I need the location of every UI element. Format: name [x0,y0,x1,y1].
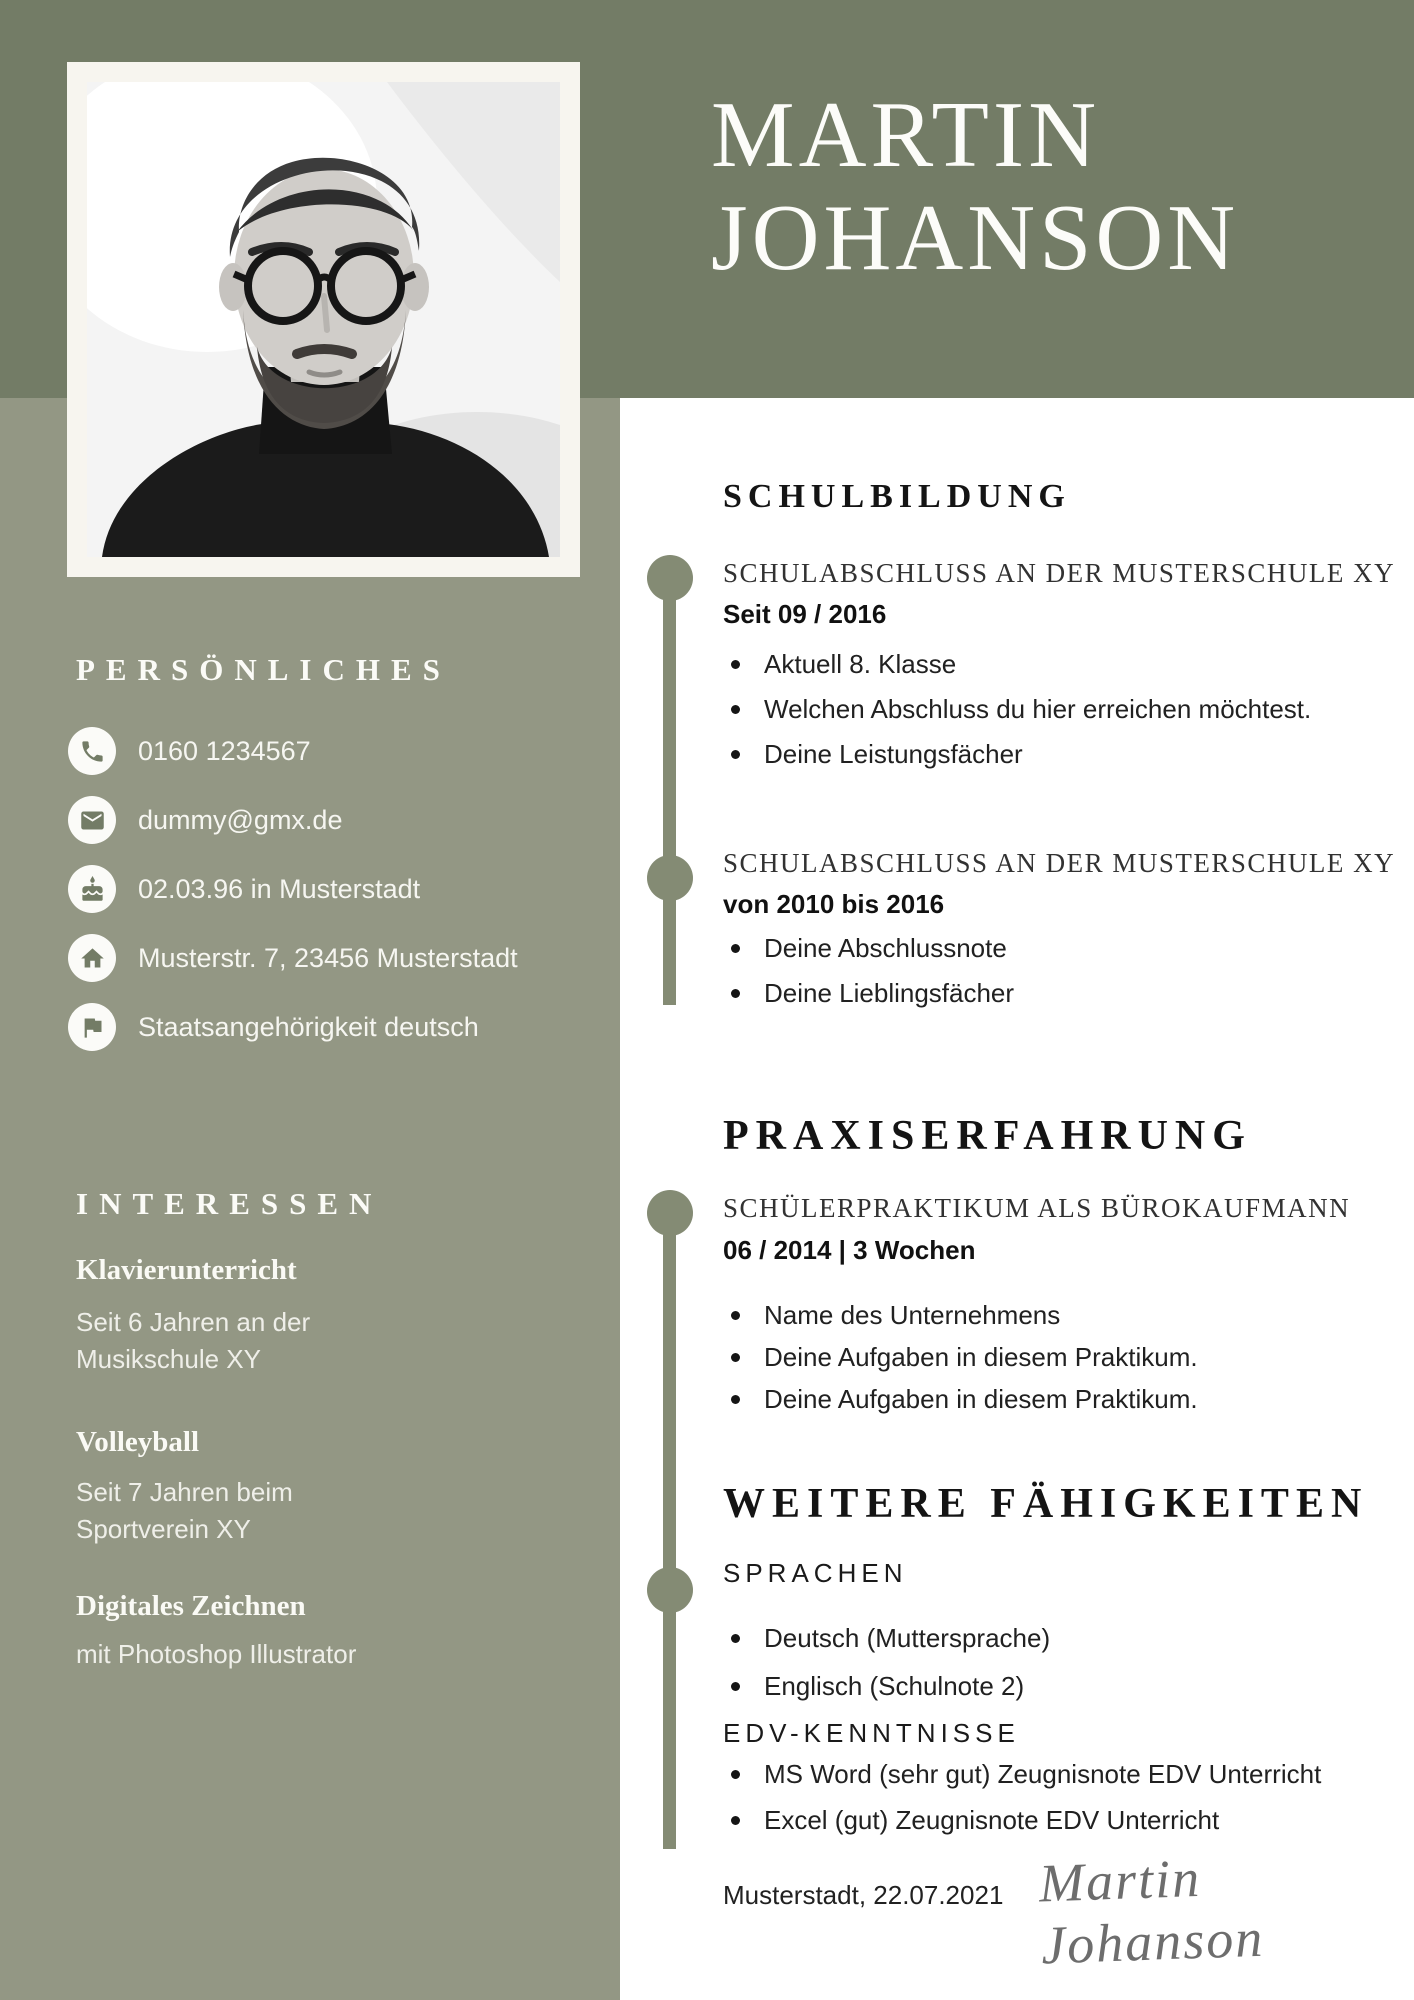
education-entry-title: SCHULABSCHLUSS AN DER MUSTERSCHULE XY [723,848,1396,878]
bullet-item: MS Word (sehr gut) Zeugnisnote EDV Unterricht [723,1758,1321,1790]
interest-description: Seit 7 Jahren beim Sportverein XY [76,1477,293,1544]
flag-icon [68,1003,116,1051]
contact-item-nationality [68,1003,479,1051]
bullet-item: Name des Unternehmens [723,1299,1060,1331]
bullet-dot [731,1395,740,1404]
contact-item-address [68,934,518,982]
interest-description: mit Photoshop Illustrator [76,1639,357,1669]
interest-title: Klavierunterricht [76,1254,297,1286]
experience-entry-date: 06 / 2014 | 3 Wochen [723,1235,976,1265]
education-entry-title: SCHULABSCHLUSS AN DER MUSTERSCHULE XY [723,558,1396,588]
bullet-item: Deine Aufgaben in diesem Praktikum. [723,1383,1198,1415]
signature: Martin Johanson [1037,1847,1266,1976]
timeline-line-experience [663,1213,676,1849]
bullet-dot [731,944,740,953]
phone-icon [68,727,116,775]
bullet-dot [731,1634,740,1643]
bullet-item: Deine Lieblingsfächer [723,977,1014,1009]
bullet-item: Deine Aufgaben in diesem Praktikum. [723,1341,1198,1373]
bullet-item: Deutsch (Muttersprache) [723,1622,1050,1654]
bullet-item: Welchen Abschluss du hier erreichen möchtest. [723,693,1311,725]
bullet-dot [731,1311,740,1320]
bullet-dot [731,1816,740,1825]
last-name: JOHANSON [711,186,1240,290]
contact-item-birthday [68,865,420,913]
phone-number: 0160 1234567 [138,735,311,766]
place-and-date: Musterstadt, 22.07.2021 [723,1880,1004,1910]
timeline-dot [647,855,693,901]
first-name: MARTIN [711,83,1101,187]
bullet-dot [731,989,740,998]
profile-photo [67,62,580,577]
bullet-item: Aktuell 8. Klasse [723,648,956,680]
personal-section-heading: PERSÖNLICHES [76,652,451,687]
bullet-dot [731,1770,740,1779]
education-entry-date: von 2010 bis 2016 [723,889,945,919]
contact-item-phone [68,727,311,775]
bullet-item: Deine Abschlussnote [723,932,1007,964]
experience-heading: PRAXISERFAHRUNG [723,1113,1252,1159]
bullet-item: Englisch (Schulnote 2) [723,1670,1024,1702]
interest-title: Volleyball [76,1426,200,1458]
birthday-cake-icon [68,865,116,913]
experience-entry-title: SCHÜLERPRAKTIKUM ALS BÜROKAUFMANN [723,1193,1351,1223]
timeline-dot [647,1190,693,1236]
bullet-dot [731,1682,740,1691]
street-address: Musterstr. 7, 23456 Musterstadt [138,942,518,973]
bullet-item: Excel (gut) Zeugnisnote EDV Unterricht [723,1804,1219,1836]
mail-icon [68,796,116,844]
person-name [711,84,1239,290]
timeline-line-education [663,578,676,1005]
education-entry-date: Seit 09 / 2016 [723,599,887,629]
bullet-dot [731,750,740,759]
skills-sublabel-languages: SPRACHEN [723,1558,908,1588]
portrait-illustration [87,82,560,557]
bullet-item: Deine Leistungsfächer [723,738,1023,770]
bullet-dot [731,705,740,714]
timeline-dot [647,1567,693,1613]
bullet-dot [731,660,740,669]
education-heading: SCHULBILDUNG [723,478,1071,515]
interests-section-heading: INTERESSEN [76,1186,383,1221]
email-address: dummy@gmx.de [138,804,343,835]
interest-title: Digitales Zeichnen [76,1590,306,1622]
skills-sublabel-edv: EDV-KENNTNISSE [723,1718,1020,1748]
nationality: Staatsangehörigkeit deutsch [138,1011,479,1042]
bullet-dot [731,1353,740,1362]
timeline-dot [647,555,693,601]
birth-date: 02.03.96 in Musterstadt [138,873,421,904]
contact-item-email [68,796,342,844]
home-icon [68,934,116,982]
skills-heading: WEITERE FÄHIGKEITEN [723,1481,1369,1527]
interest-description: Seit 6 Jahren an der Musikschule XY [76,1307,311,1374]
